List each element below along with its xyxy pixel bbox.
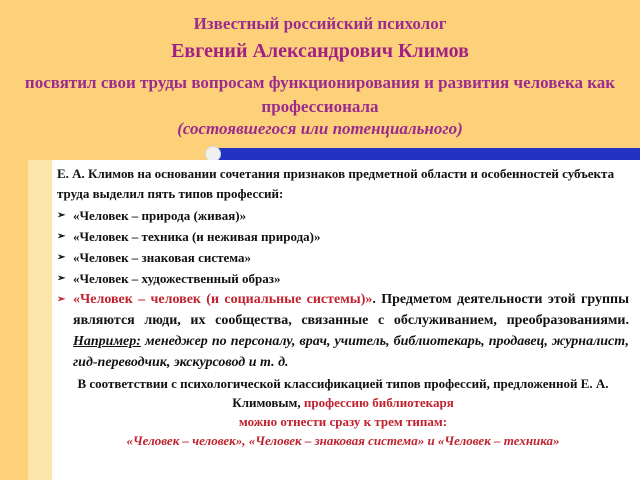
type-label-highlight: «Человек – человек (и социальные системы)» — [73, 292, 373, 307]
summary-highlight: профессию библиотекаря — [303, 395, 454, 410]
check-arrow-bullet-icon: ➢ — [57, 231, 66, 242]
intro-paragraph: Е. А. Климов на основании сочетания признаков предметной области и особенностей субъекта труда выделил пять типов профессий: — [57, 166, 615, 201]
list-item — [57, 268, 629, 289]
slide-header — [0, 0, 640, 150]
list-item — [57, 226, 629, 247]
header-line-1: Известный российский психолог — [193, 14, 447, 33]
check-arrow-bullet-icon: ➢ — [57, 210, 66, 221]
list-item — [57, 205, 629, 226]
check-arrow-bullet-icon: ➢ — [57, 294, 66, 305]
type-label: «Человек – художественный образ» — [73, 271, 281, 286]
type-label: «Человек – природа (живая)» — [73, 208, 247, 223]
type-label: «Человек – знаковая система» — [73, 250, 252, 265]
profession-types-list — [57, 205, 629, 373]
type-label: «Человек – техника (и неживая природа)» — [73, 229, 321, 244]
example-label: Например: — [73, 334, 141, 349]
summary-paragraph — [57, 374, 629, 450]
list-item-human-human — [57, 289, 629, 373]
left-strip — [28, 160, 52, 480]
check-arrow-bullet-icon: ➢ — [57, 252, 66, 263]
summary-part-1: В соответствии с психологической классификацией типов профессий, предложенной Е. А. Климовым, — [77, 376, 609, 410]
type-description: . Предметом деятельности этой группы являются люди, их сообщества, связанные с обслуживанием, преобразованиями. — [73, 292, 630, 328]
summary-part-3: можно отнести сразу к трем типам: — [238, 414, 448, 429]
header-line-3: посвятил свои труды вопросам функционирования и развития человека как профессионала — [24, 73, 616, 116]
list-item — [57, 247, 629, 268]
header-line-4: (состоявшегося или потенциального) — [177, 119, 463, 138]
check-arrow-bullet-icon: ➢ — [57, 273, 66, 284]
accent-bar — [213, 148, 640, 160]
example-text: менеджер по персоналу, врач, учитель, библиотекарь, продавец, журналист, гид-переводчик, экскурсовод и т. д. — [73, 334, 629, 370]
header-name: Евгений Александрович Климов — [171, 40, 469, 62]
summary-types: «Человек – человек», «Человек – знаковая система» и «Человек – техника» — [126, 433, 560, 448]
content-text — [57, 164, 629, 450]
